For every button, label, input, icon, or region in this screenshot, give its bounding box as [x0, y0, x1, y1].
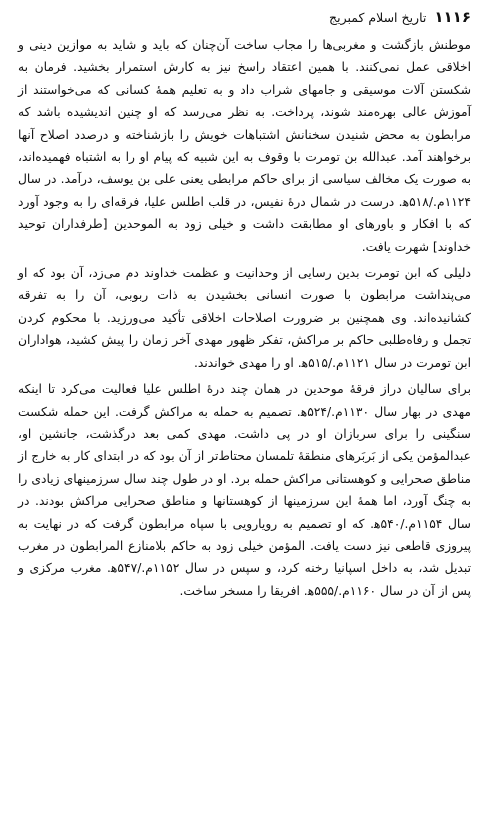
page-header — [18, 0, 471, 34]
paragraph-1: موطنش بازگشت و مغربی‌ها را مجاب ساخت آن‌چنان که باید و شاید به موازین دینی و اخلاقی عمل نمی‌کنند. با همین اعتقاد راسخ نیز به کارش استمرار بخشید. فرمان به شکستن آلات موسیقی و جامهای شراب داد و به تعلیم همهٔ کسانی که می‌خواستند از آموزش عالی بهره‌مند شوند، پرداخت. به نظر می‌رسد که او چنین اندیشیده باشد که مرابطون به محض شنیدن سخنانش اشتباهات خویش را بازشناخته و درصدد اصلاح آنها برخواهند آمد. عبدالله بن تومرت با وقوف به این شبیه که پیام او را به اشتباه فهمیده‌اند، به صورت یک مخالف سیاسی از برای حاکم مرابطی یعنی علی بن یوسف، درآمد. در سال ۱۱۲۴م./۵۱۸ه‍. درست در شمال درهٔ نفیس، در قلب اطلس علیا، فرقه‌ای را به وجود آورد که با افکار و باورهای او مطابقت داشت و خیلی زود به الموحدین [طرفداران توحید خداوند] شهرت یافت. — [18, 38, 471, 254]
page-number: ۱۱۱۶ — [434, 8, 471, 26]
running-title: تاریخ اسلام کمبریج — [329, 10, 427, 25]
body-text — [18, 34, 471, 602]
paragraph-3: برای سالیان دراز فرقهٔ موحدین در همان چند درهٔ اطلس علیا فعالیت می‌کرد تا اینکه مهدی در بهار سال ۱۱۳۰م./۵۲۴ه‍. تصمیم به حمله به مراکش گرفت. این حمله شکست سنگینی را برای سربازان او در پی داشت. مهدی کمی بعد درگذشت، جانشین او، عبدالمؤمن یکی از بَربَرهای منطقهٔ تلمسان محتاط‌تر از آن بود که در ابتدای کار به خارج از مناطق صحرایی و کوهستانی مراکش حمله برد. او در طول چند سال سرزمینهای زیادی را به چنگ آورد، اما همهٔ این سرزمینها از کوهستانها و مناطق صحرایی مراکش بودند. در سال ۱۱۵۴م./۵۴۰ه‍. که او تصمیم به رویارویی با سپاه مرابطون گرفت که در نهایت به پیروزی قاطعی نیز دست یافت. المؤمن خیلی زود به حاکم بلامنازع المرابطون در مغرب تبدیل شد، به داخل اسپانیا رخنه کرد، و سپس در سال ۱۱۵۲م./۵۴۷ه‍. مغرب مرکزی و پس از آن در سال ۱۱۶۰م./۵۵۵ه‍. افریقا را مسخر ساخت. — [18, 382, 471, 598]
paragraph-2: دلیلی که ابن تومرت بدین رسایی از وحدانیت و عظمت خداوند دم می‌زد، آن بود که او می‌پنداشت مرابطون با صورت انسانی بخشیدن به ذات ربوبی، آن را به تفرقه کشانیده‌اند. وی همچنین بر ضرورت اصلاحات اخلاقی تأکید می‌ورزید. با محکوم کردن تجمل و رفاه‌طلبی حاکم بر مراکش، تفکر ظهور مهدی آخر زمان را پیش کشید، هواداران ابن تومرت در سال ۱۱۲۱م./۵۱۵ه‍. او را مهدی خواندند. — [18, 266, 471, 370]
